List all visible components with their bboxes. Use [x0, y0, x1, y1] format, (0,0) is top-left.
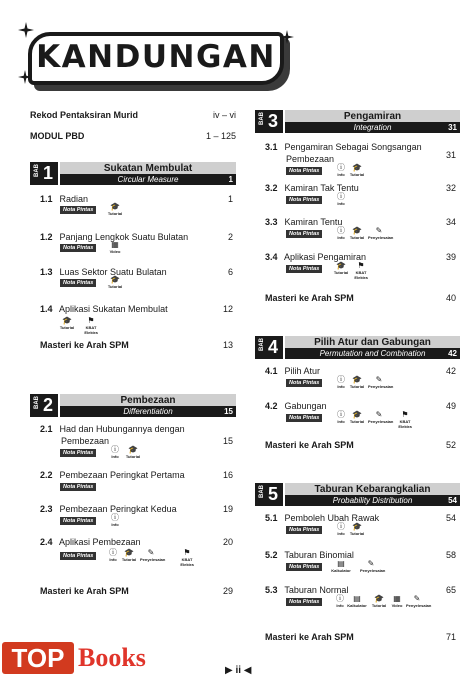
- front-item-page: iv – vi: [212, 110, 236, 120]
- section-page: 34: [445, 217, 456, 227]
- section-page: 32: [445, 183, 456, 193]
- tutorial-icon: 🎓 Tutorial: [349, 375, 365, 389]
- section-page: 54: [445, 513, 456, 523]
- chapter-title: Pilih Atur dan Gabungan: [314, 337, 431, 348]
- chapter-header: [255, 483, 460, 506]
- nota-pintas-badge: Nota Pintas: [286, 230, 322, 238]
- mastery-page: 40: [445, 293, 456, 303]
- penyelesaian-icon: ✎ Penyelesaian: [368, 226, 394, 240]
- section-item: 3.1 Pengamiran Sebagai Songsangan: [265, 142, 422, 152]
- chapter-word: BAB: [34, 396, 40, 409]
- chapter-subtitle: Differentiation: [60, 406, 236, 417]
- front-item-label: MODUL PBD: [30, 131, 85, 141]
- sparkle-icon: [18, 70, 32, 84]
- tutorial-icon: 🎓 Tutorial: [125, 445, 141, 459]
- section-page: 15: [222, 436, 233, 446]
- logo-books: Books: [78, 643, 146, 672]
- tutorial-icon: 🎓 Tutorial: [59, 316, 75, 330]
- chapter-page: 1: [228, 175, 233, 184]
- mastery-page: 71: [445, 632, 456, 642]
- chapter-header: [30, 394, 236, 417]
- section-item: 2.1 Had dan Hubungannya dengan: [40, 424, 185, 434]
- section-item-continued: Pembezaan: [286, 154, 335, 164]
- nota-pintas-badge: Nota Pintas: [286, 563, 322, 571]
- tutorial-icon: 🎓 Tutorial: [107, 275, 123, 289]
- video-icon: ▦ Video: [109, 240, 121, 254]
- nota-pintas-badge: Nota Pintas: [286, 196, 322, 204]
- page-number: ▶ ii ◀: [225, 665, 252, 676]
- nota-pintas-badge: Nota Pintas: [286, 167, 322, 175]
- nota-pintas-badge: Nota Pintas: [286, 598, 322, 606]
- chapter-word: BAB: [34, 164, 40, 177]
- topbooks-logo: [0, 640, 175, 676]
- tutorial-icon: 🎓 Tutorial: [349, 410, 365, 424]
- section-item: 5.1 Pemboleh Ubah Rawak: [265, 513, 380, 523]
- chapter-title: Sukatan Membulat: [103, 163, 193, 174]
- tutorial-icon: 🎓 Tutorial: [107, 202, 123, 216]
- chapter-page: 54: [448, 496, 457, 505]
- tutorial-icon: 🎓 Tutorial: [349, 163, 365, 177]
- logo-top: TOP: [2, 642, 74, 674]
- section-item: 1.4 Aplikasi Sukatan Membulat: [40, 304, 168, 314]
- nota-pintas-badge: Nota Pintas: [60, 552, 96, 560]
- chapter-title: Pembezaan: [120, 395, 176, 406]
- section-item: 5.2 Taburan Binomial: [265, 550, 354, 560]
- nota-pintas-badge: Nota Pintas: [60, 517, 96, 525]
- info-icon: ⓘ Info: [337, 410, 345, 424]
- section-item: 2.4 Aplikasi Pembezaan: [40, 537, 141, 547]
- chapter-page: 31: [448, 123, 457, 132]
- section-item: 4.2 Gabungan: [265, 401, 327, 411]
- tutorial-icon: 🎓 Tutorial: [121, 548, 137, 562]
- sparkle-icon: [18, 22, 34, 38]
- page-title: KANDUNGAN: [36, 39, 276, 75]
- chapter-header: [30, 162, 236, 185]
- info-icon: ⓘ Info: [111, 445, 119, 459]
- section-page: 1: [227, 194, 233, 204]
- info-icon: ⓘ Info: [111, 513, 119, 527]
- info-icon: ⓘ Info: [337, 522, 345, 536]
- section-page: 12: [222, 304, 233, 314]
- penyelesaian-icon: ✎ Penyelesaian: [140, 548, 166, 562]
- section-item: 2.2 Pembezaan Peringkat Pertama: [40, 470, 185, 480]
- contents-title-box: [28, 32, 284, 85]
- penyelesaian-icon: ✎ Penyelesaian: [368, 375, 394, 389]
- chapter-word: BAB: [259, 485, 265, 498]
- kbat-icon: ⚑ KBAT Elektra: [398, 410, 412, 429]
- nota-pintas-badge: Nota Pintas: [286, 526, 322, 534]
- kbat-icon: ⚑ KBAT Elektra: [354, 261, 368, 280]
- section-item: 2.3 Pembezaan Peringkat Kedua: [40, 504, 177, 514]
- section-item: 1.1 Radian: [40, 194, 89, 204]
- penyelesaian-icon: ✎ Penyelesaian: [406, 594, 432, 608]
- section-page: 39: [445, 252, 456, 262]
- section-page: 2: [227, 232, 233, 242]
- section-page: 19: [222, 504, 233, 514]
- mastery-label: Masteri ke Arah SPM: [265, 293, 354, 303]
- info-icon: ⓘ Info: [336, 594, 344, 608]
- chapter-number: 1: [43, 163, 54, 183]
- kbat-icon: ⚑ KBAT Elektra: [180, 548, 194, 567]
- section-page: 42: [445, 366, 456, 376]
- chapter-number: 3: [268, 111, 279, 131]
- chapter-page: 42: [448, 349, 457, 358]
- info-icon: ⓘ Info: [337, 163, 345, 177]
- nota-pintas-badge: Nota Pintas: [60, 449, 96, 457]
- front-item-page: 1 – 125: [205, 131, 236, 141]
- info-icon: ⓘ Info: [109, 548, 117, 562]
- nota-pintas-badge: Nota Pintas: [60, 244, 96, 252]
- tutorial-icon: 🎓 Tutorial: [349, 226, 365, 240]
- chapter-title: Pengamiran: [343, 111, 402, 122]
- info-icon: ⓘ Info: [337, 226, 345, 240]
- section-item: 4.1 Pilih Atur: [265, 366, 321, 376]
- section-page: 49: [445, 401, 456, 411]
- mastery-label: Masteri ke Arah SPM: [40, 340, 129, 350]
- section-item: 3.4 Aplikasi Pengamiran: [265, 252, 367, 262]
- section-page: 6: [227, 267, 233, 277]
- nota-pintas-badge: Nota Pintas: [286, 265, 322, 273]
- nota-pintas-badge: Nota Pintas: [60, 483, 96, 491]
- nota-pintas-badge: Nota Pintas: [60, 279, 96, 287]
- chapter-number: 5: [268, 484, 279, 504]
- kbat-icon: ⚑ KBAT Elektra: [84, 316, 98, 335]
- section-item: 3.2 Kamiran Tak Tentu: [265, 183, 359, 193]
- mastery-label: Masteri ke Arah SPM: [40, 586, 129, 596]
- chapter-subtitle: Permutation and Combination: [285, 348, 460, 359]
- mastery-page: 13: [222, 340, 233, 350]
- calculator-icon: ▤ Kalkulator: [347, 594, 367, 608]
- calculator-icon: ▤ Kalkulator: [331, 559, 351, 573]
- nota-pintas-badge: Nota Pintas: [286, 414, 322, 422]
- tutorial-icon: 🎓 Tutorial: [349, 522, 365, 536]
- section-page: 16: [222, 470, 233, 480]
- section-item: 3.3 Kamiran Tentu: [265, 217, 343, 227]
- nota-pintas-badge: Nota Pintas: [60, 206, 96, 214]
- mastery-page: 29: [222, 586, 233, 596]
- chapter-title: Taburan Kebarangkalian: [314, 484, 431, 495]
- chapter-word: BAB: [259, 112, 265, 125]
- penyelesaian-icon: ✎ Penyelesaian: [360, 559, 386, 573]
- section-item: 1.2 Panjang Lengkok Suatu Bulatan: [40, 232, 189, 242]
- info-icon: ⓘ Info: [337, 375, 345, 389]
- chapter-header: [255, 336, 460, 359]
- chapter-number: 4: [268, 337, 279, 357]
- sparkle-icon: [280, 30, 294, 44]
- chapter-number: 2: [43, 395, 54, 415]
- section-page: 58: [445, 550, 456, 560]
- section-item: 1.3 Luas Sektor Suatu Bulatan: [40, 267, 167, 277]
- chapter-subtitle: Circular Measure: [60, 174, 236, 185]
- video-icon: ▦ Video: [391, 594, 403, 608]
- penyelesaian-icon: ✎ Penyelesaian: [368, 410, 394, 424]
- front-item-label: Rekod Pentaksiran Murid: [30, 110, 139, 120]
- mastery-label: Masteri ke Arah SPM: [265, 440, 354, 450]
- nota-pintas-badge: Nota Pintas: [286, 379, 322, 387]
- mastery-page: 52: [445, 440, 456, 450]
- chapter-page: 15: [224, 407, 233, 416]
- chapter-word: BAB: [259, 338, 265, 351]
- mastery-label: Masteri ke Arah SPM: [265, 632, 354, 642]
- tutorial-icon: 🎓 Tutorial: [371, 594, 387, 608]
- chapter-header: [255, 110, 460, 133]
- chapter-subtitle: Probability Distribution: [285, 495, 460, 506]
- info-icon: ⓘ Info: [337, 192, 345, 206]
- section-page: 20: [222, 537, 233, 547]
- section-item-continued: Pembezaan: [61, 436, 110, 446]
- section-page: 65: [445, 585, 456, 595]
- section-item: 5.3 Taburan Normal: [265, 585, 349, 595]
- section-page: 31: [445, 150, 456, 160]
- tutorial-icon: 🎓 Tutorial: [333, 261, 349, 275]
- chapter-subtitle: Integration: [285, 122, 460, 133]
